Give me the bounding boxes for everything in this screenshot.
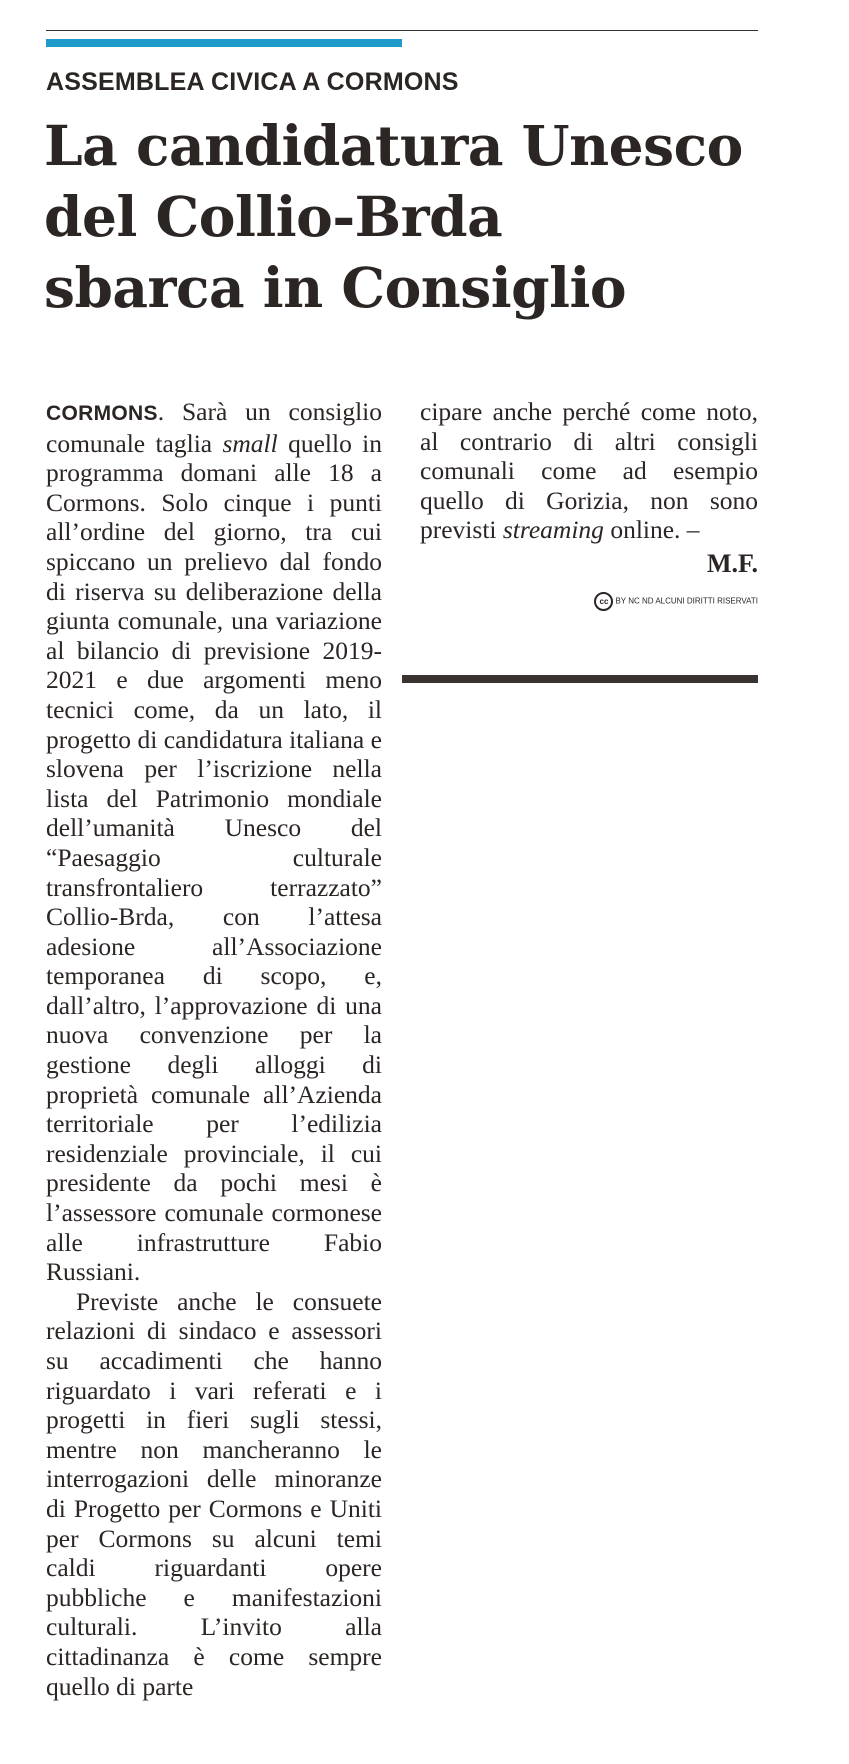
paragraph-3-italic: streaming [502,515,604,545]
paragraph-1-text-b: quello in programma domani alle 18 a Cormons. Solo cinque i punti all’ordine del giorno, tra cui spiccano un prelievo dal fondo di riserva su deliberazione della giunta comunale, una variazione al bilancio di previsione 2019-2021 e due argomenti meno tecnici come, da un lato, il progetto di candidatura italiana e slovena per l’iscrizione nella lista del Patrimonio mondiale dell’umanità Unesco del “Paesaggio culturale transfrontaliero terrazzato” Collio-Brda, con l’attesa adesione all’Associazione temporanea di scopo, e, dall’altro, l’approvazione di una nuova convenzione per la gestione degli alloggi di proprietà comunale all’Azienda territoriale per l’edilizia residenziale provinciale, il cui presidente da pochi mesi è l’assessore comunale cormonese alle infrastrutture Fabio Russiani. [46,428,383,1287]
paragraph-2: Previste anche le consuete relazioni di sindaco e assessori su accadimenti che hanno riguardato i vari referati e i progetti in fieri sugli stessi, mentre non mancheranno le interrogazioni delle minoranze di Progetto per Cormons e Uniti per Cormons su alcuni temi caldi riguardanti opere pubbliche e manifestazioni culturali. L’invito alla cittadinanza è come sempre quello di parte [46,1286,382,1701]
accent-bar [46,39,402,47]
headline-line-3: sbarca in Consiglio [44,255,627,320]
column-left [46,397,382,1701]
headline-line-1: La candidatura Unesco [44,113,743,178]
paragraph-1-italic: small [222,428,278,458]
column-right [420,397,758,579]
paragraph-1-text-a: . Sarà un consiglio comunale taglia [46,397,382,458]
top-rule [46,30,758,31]
paragraph-1 [46,397,382,1287]
headline-line-2: del Collio-Brda [44,184,503,249]
license-note [580,592,758,611]
paragraph-3 [420,397,758,545]
dateline: CORMONS [46,402,158,425]
paragraph-3-text-a: cipare anche perché come noto, al contrario di altri consigli comunali come ad esempio quello di Gorizia, non sono previsti [420,397,758,545]
author-signature: M.F. [706,548,758,578]
license-text: BY NC ND ALCUNI DIRITTI RISERVATI [615,596,758,606]
headline [44,110,784,323]
creative-commons-icon: cc [594,592,613,611]
end-rule [402,675,758,683]
kicker: ASSEMBLEA CIVICA A CORMONS [46,68,459,96]
paragraph-3-text-b: online. – [603,515,700,545]
